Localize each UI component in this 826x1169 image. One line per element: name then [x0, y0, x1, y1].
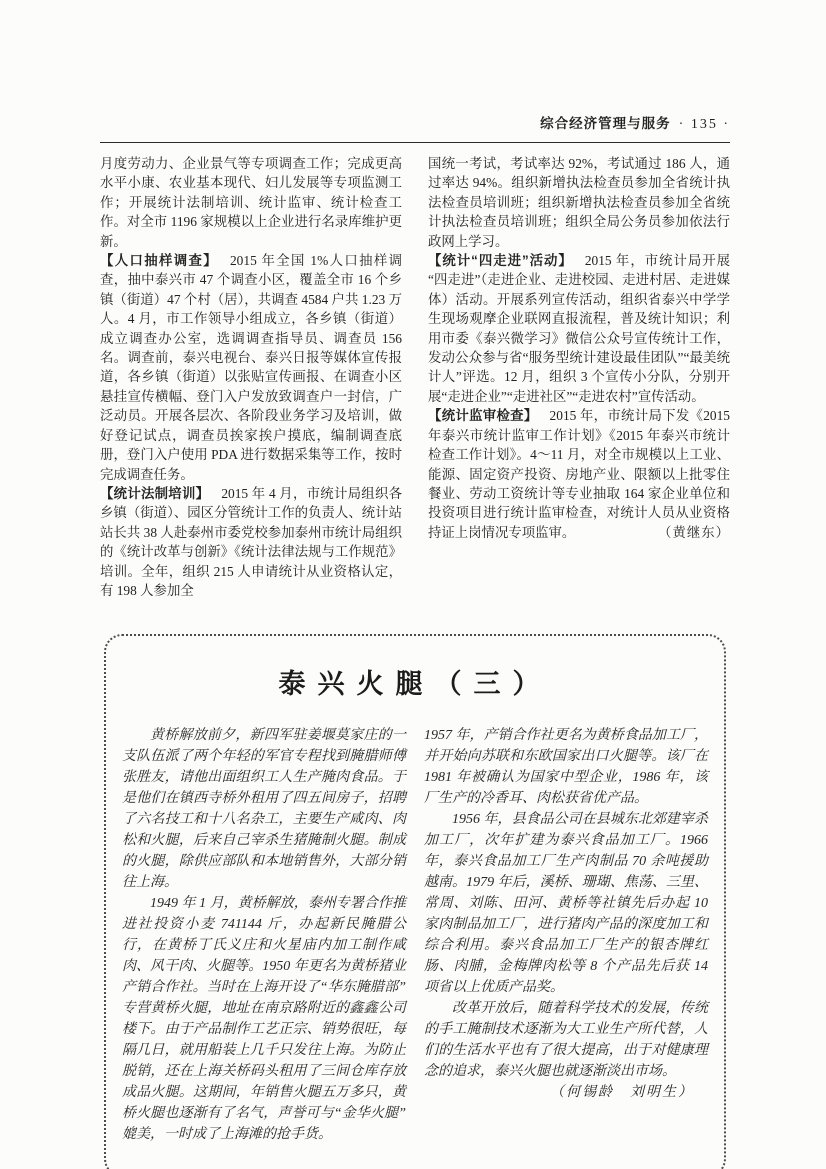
entry-population-sample-survey — [100, 251, 402, 484]
page-header — [100, 112, 730, 143]
entry-title: 【人口抽样调查】 — [100, 253, 218, 269]
article-column-left — [100, 154, 402, 600]
paragraph-continuation: 月度劳动力、企业景气等专项调查工作；完成更高水平小康、农业基本现代、妇儿发展等专项监测工作；开展统计法制培训、统计监审、统计检查工作。对全市 1196 家规模以上企业进行名录库维护更新。 — [100, 156, 402, 249]
entry-text: 2015 年，市统计局下发《2015 年泰兴市统计监审工作计划》《2015 年泰兴市统计检查工作计划》。4～11 月，对全市规模以上工业、能源、固定资产投资、房地产业、限额以上批零住餐业、劳动工资统计等专业抽取 164 家企业单位和投资项目进行统计监审检查，对统计人员从业资格持证上岗情况专项监审。 — [428, 408, 730, 540]
entry-title: 【统计监审检查】 — [428, 408, 538, 424]
feature-box-title: 泰兴火腿（三） — [278, 669, 552, 700]
feature-column-left — [122, 725, 406, 1145]
feature-paragraph: 黄桥解放前夕，新四军驻姜堰莫家庄的一支队伍派了两个年轻的军官专程找到腌腊师傅张胜友，请他出面组织工人生产腌肉食品。于是他们在镇西寺桥外租用了四五间房子，招聘了六名技工和十八名杂工，主要生产咸肉、肉松和火腿，后来自己宰杀生猪腌制火腿。制成的火腿，除供应部队和本地销售外，大部分销往上海。 — [122, 728, 406, 891]
entry-title: 【统计“四走进”活动】 — [428, 253, 573, 269]
section-title: 综合经济管理与服务 — [540, 116, 671, 131]
entry-text: 2015 年 4 月，市统计局组织各乡镇（街道）、园区分管统计工作的负责人、统计站站长共 38 人赴泰州市委党校参加泰州市统计局组织的《统计改革与创新》《统计法律法规与工作规范》培训。全年，组织 215 人申请统计从业资格认定，有 198 人参加全 — [100, 485, 403, 598]
feature-box — [104, 634, 726, 1169]
feature-column-right — [424, 725, 708, 1145]
author-credit: （黄继东） — [658, 524, 730, 540]
feature-paragraph: 1949 年 1 月，黄桥解放，泰州专署合作推进社投资小麦 741144 斤，办起新民腌腊公行，在黄桥丁氏义庄和火星庙内加工制作咸肉、风干肉、火腿等。1950 年更名为黄桥猪业产销合作社。当时在上海开设了“华东腌腊部”专营黄桥火腿，地址在南京路附近的鑫鑫公司楼下。由于产品制作工艺正宗、销势很旺，每隔几日，就用船装上几千只发往上海。为防止脱销，还在上海关桥码头租用了三间仓库存放成品火腿。这期间，年销售火腿五万多只，黄桥火腿也逐渐有了名气，声誉可与“金华火腿”媲美，一时成了上海滩的抢手货。 — [122, 896, 406, 1143]
entry-title: 【统计法制培训】 — [100, 485, 210, 501]
entry-statistics-audit-inspection — [428, 406, 730, 542]
feature-paragraph: 1956 年，县食品公司在县城东北郊建宰杀加工厂，次年扩建为泰兴食品加工厂。1966 年，泰兴食品加工厂生产肉制品 70 余吨援助越南。1979 年后，溪桥、珊瑚、焦荡、三里、常周、刘陈、田河、黄桥等社镇先后办起 10 家肉制品加工厂，进行猪肉产品的深度加工和综合利用。泰兴食品加工厂生产的银杏牌红肠、肉脯，金梅牌肉松等 8 个产品先后获 14 项省以上优质产品奖。 — [424, 812, 708, 996]
feature-box-columns — [122, 725, 708, 1145]
feature-author-credit: （何锡龄 刘明生） — [550, 1085, 694, 1101]
entry-statistics-law-training — [100, 484, 402, 600]
article-column-right — [428, 154, 730, 600]
feature-paragraph-continuation: 1957 年，产销合作社更名为黄桥食品加工厂，并开始向苏联和东欧国家出口火腿等。该厂在 1981 年被确认为国家中型企业，1986 年，该厂生产的冷香耳、肉松获省优产品。 — [424, 728, 708, 807]
entry-four-visits-activity — [428, 251, 730, 406]
entry-text: 2015 年全国 1%人口抽样调查，抽中泰兴市 47 个调查小区，覆盖全市 16 个乡镇（街道）47 个村（居），共调查 4584 户共 1.23 万人。4 月，市工作领导小组成立，各乡镇（街道）成立调查办公室，选调调查指导员、调查员 156 名。调查前，泰兴电视台、泰兴日报等媒体宣传报道，各乡镇（街道）以张贴宣传画报、在调查小区悬挂宣传横幅、登门入户发放致调查户一封信，广泛动员。开展各层次、各阶段业务学习及培训，做好登记试点，调查员挨家挨户摸底，编制调查底册，登门入户使用 PDA 进行数据采集等工作，按时完成调查任务。 — [100, 253, 403, 482]
entry-text: 2015 年，市统计局开展“四走进”（走进企业、走进校园、走进村居、走进媒体）活动。开展系列宣传活动，组织省泰兴中学学生现场观摩企业联网直报流程，普及统计知识；利用市委《泰兴微学习》微信公众号宣传统计工作，发动公众参与省“服务型统计建设最佳团队”“最美统计人”评选。12 月，组织 3 个宣传小分队，分别开展“走进企业”“走进社区”“走进农村”宣传活动。 — [428, 253, 730, 404]
page-content — [100, 112, 730, 1169]
paragraph-continuation: 国统一考试，考试率达 92%，考试通过 186 人，通过率达 94%。组织新增执法检查员参加全省统计执法检查员培训班；组织新增执法检查员参加全省统计执法检查员培训班；组织全局公务员参加依法行政网上学习。 — [428, 156, 730, 249]
article-columns — [100, 154, 730, 600]
page-number: · 135 · — [678, 117, 730, 132]
feature-paragraph: 改革开放后，随着科学技术的发展，传统的手工腌制技术逐渐为大工业生产所代替，人们的生活水平也有了很大提高，出于对健康理念的追求，泰兴火腿也就逐渐淡出市场。 — [424, 1001, 708, 1080]
